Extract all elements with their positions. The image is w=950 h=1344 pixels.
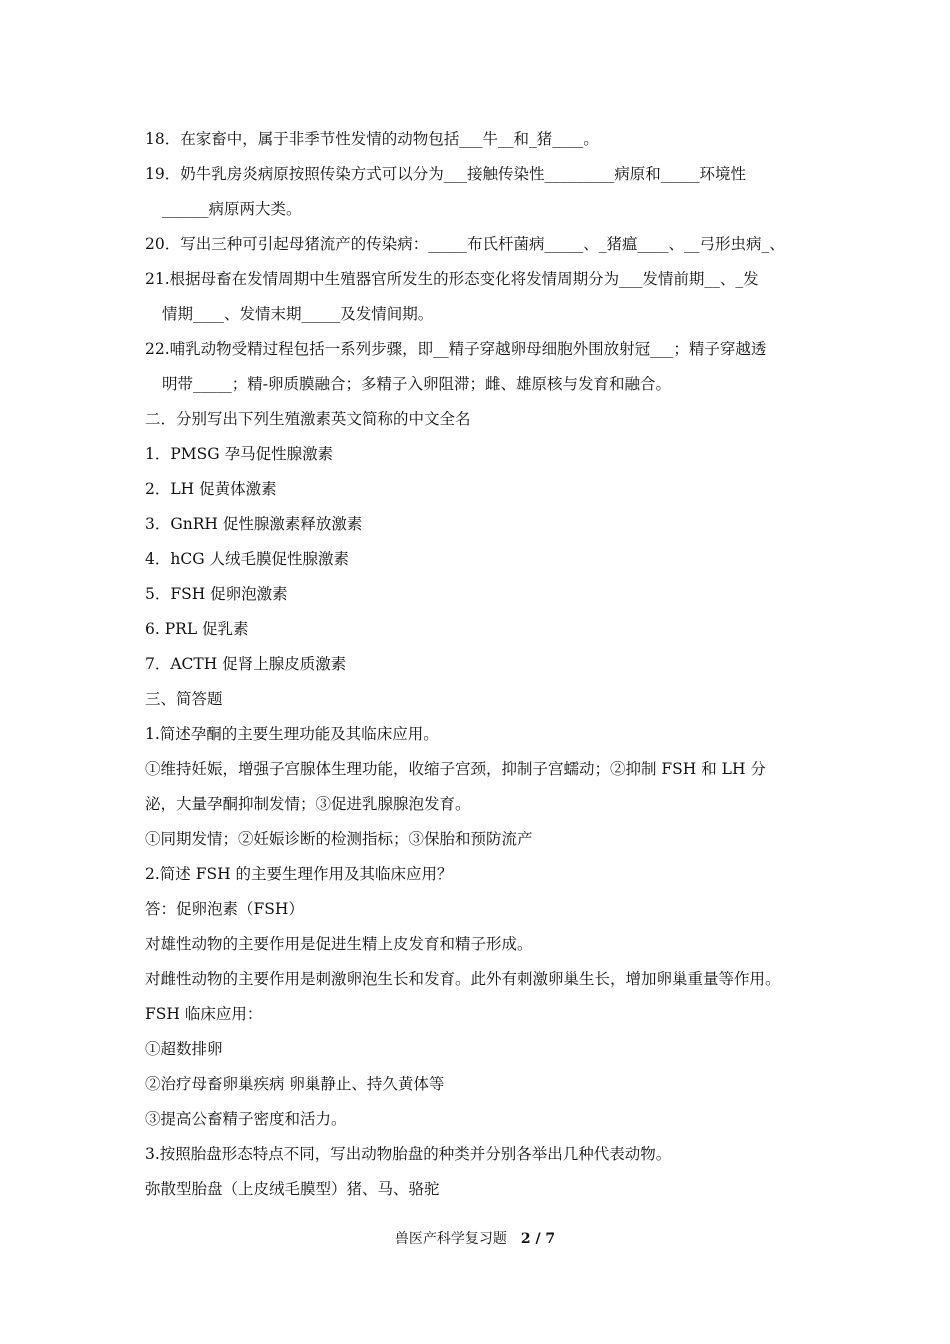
answer-q2-line-2: 对雄性动物的主要作用是促进生精上皮发育和精子形成。 <box>145 935 533 953</box>
question-22-continued: 明带_____；精-卵质膜融合；多精子入卵阻滞；雌、雄原核与发育和融合。 <box>162 375 671 393</box>
hormone-item-7: 7．ACTH 促肾上腺皮质激素 <box>145 655 347 673</box>
question-18: 18．在家畜中，属于非季节性发情的动物包括___牛__和_猪____。 <box>145 130 599 148</box>
answer-q1-line-3: ①同期发情；②妊娠诊断的检测指标；③保胎和预防流产 <box>145 830 533 848</box>
short-answer-q2: 2.简述 FSH 的主要生理作用及其临床应用？ <box>145 865 453 883</box>
page-footer <box>0 1229 950 1249</box>
question-19-continued: ______病原两大类。 <box>162 200 302 218</box>
question-22: 22.哺乳动物受精过程包括一系列步骤，即__精子穿越卵母细胞外围放射冠___；精子穿越透 <box>145 340 767 358</box>
question-20: 20．写出三种可引起母猪流产的传染病：_____布氏杆菌病_____、_猪瘟____、__弓形虫病_、 <box>145 235 785 253</box>
hormone-item-2: 2．LH 促黄体激素 <box>145 480 277 498</box>
page-number: 2 / 7 <box>520 1231 556 1247</box>
hormone-item-6: 6. PRL 促乳素 <box>145 620 249 638</box>
answer-q1-line-1: ①维持妊娠，增强子宫腺体生理功能，收缩子宫颈，抑制子宫蠕动；②抑制 FSH 和 LH 分 <box>145 760 766 778</box>
answer-q2-line-1: 答：促卵泡素（FSH） <box>145 900 304 918</box>
answer-q2-line-3: 对雌性动物的主要作用是刺激卵泡生长和发育。此外有刺激卵巢生长，增加卵巢重量等作用。 <box>145 970 781 988</box>
hormone-item-5: 5．FSH 促卵泡激素 <box>145 585 288 603</box>
hormone-item-4: 4．hCG 人绒毛膜促性腺激素 <box>145 550 350 568</box>
section-3-title: 三、简答题 <box>145 690 223 708</box>
footer-title: 兽医产科学复习题 <box>394 1231 507 1247</box>
answer-q2-line-7: ③提高公畜精子密度和活力。 <box>145 1110 347 1128</box>
section-2-title: 二．分别写出下列生殖激素英文简称的中文全名 <box>145 410 471 428</box>
short-answer-q1: 1.简述孕酮的主要生理功能及其临床应用。 <box>145 725 439 743</box>
answer-q2-line-5: ①超数排卵 <box>145 1040 223 1058</box>
short-answer-q3: 3.按照胎盘形态特点不同，写出动物胎盘的种类并分别各举出几种代表动物。 <box>145 1145 672 1163</box>
answer-q2-line-6: ②治疗母畜卵巢疾病 卵巢静止、持久黄体等 <box>145 1075 445 1093</box>
question-21-continued: 情期____、发情末期_____及发情间期。 <box>162 305 434 323</box>
hormone-item-1: 1．PMSG 孕马促性腺激素 <box>145 445 334 463</box>
answer-q2-line-4: FSH 临床应用： <box>145 1005 263 1023</box>
hormone-item-3: 3．GnRH 促性腺激素释放激素 <box>145 515 363 533</box>
question-19: 19．奶牛乳房炎病原按照传染方式可以分为___接触传染性_________病原和_____环境性 <box>145 165 746 183</box>
answer-q3-line-1: 弥散型胎盘（上皮绒毛膜型）猪、马、骆驼 <box>145 1180 440 1198</box>
question-21: 21.根据母畜在发情周期中生殖器官所发生的形态变化将发情周期分为___发情前期__、_发 <box>145 270 759 288</box>
answer-q1-line-2: 泌，大量孕酮抑制发情；③促进乳腺腺泡发育。 <box>145 795 471 813</box>
